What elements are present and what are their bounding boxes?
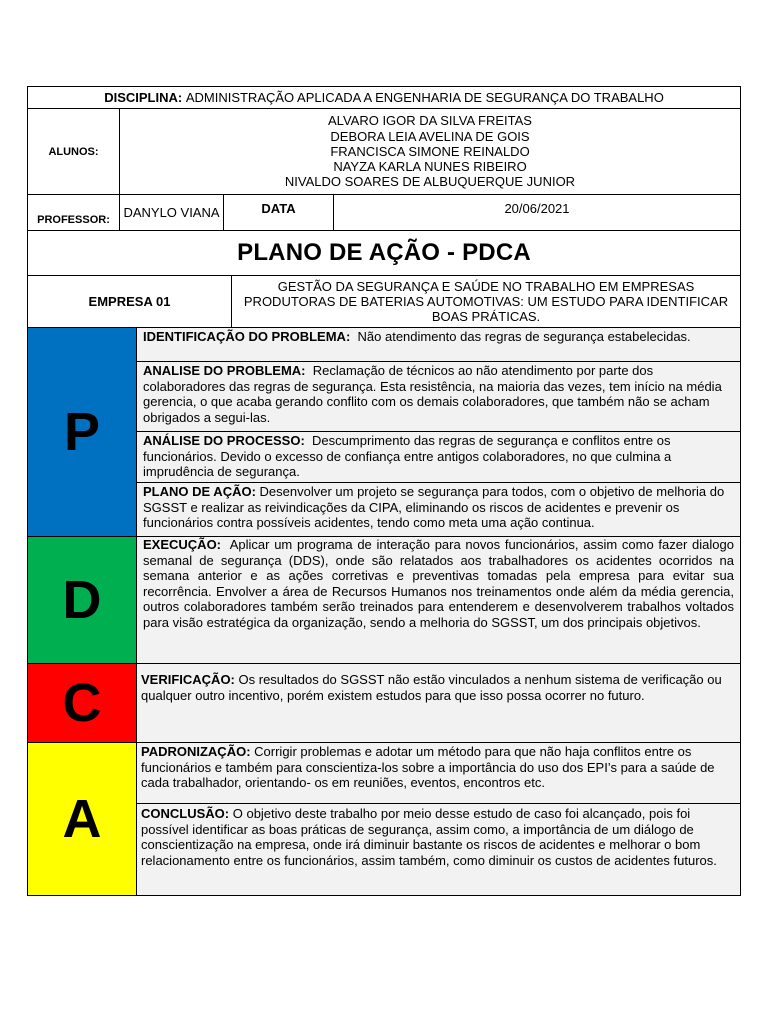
plano-de-acao <box>137 483 740 536</box>
phase-check-content <box>137 664 740 742</box>
section-text: Os resultados do SGSST não estão vinculados a nenhum sistema de verificação ou qualquer outro incentivo, porém existem estudos para que isso possa ocorrer no futuro. <box>141 672 722 703</box>
phase-letter-d: D <box>28 537 137 663</box>
section-label: CONCLUSÃO: <box>141 806 230 821</box>
alunos-label: ALUNOS: <box>48 145 99 158</box>
phase-act-content <box>137 743 740 895</box>
empresa-row <box>27 276 741 328</box>
phase-letter-c: C <box>28 664 137 742</box>
verificacao <box>137 664 740 742</box>
phase-letter-p: P <box>28 328 137 536</box>
section-text: Aplicar um programa de interação para novos funcionários, assim como fazer dialogo semanal de segurança (DDS), onde são relatados aos trabalhadores os acidentes ocorridos na semana anterior e as ações corretivas e preventivas tomadas pela empresa para evitar sua recorrência. Envolver a área de Recursos Humanos nos treinamentos onde além da média gerencia, outros colaboradores também serão treinados para entenderem e desenvolverem trabalhos voltados para visão estratégica da organização, sendo a melhoria do SGSST, um dos principais objetivos. <box>143 537 734 630</box>
aluno-name: NAYZA KARLA NUNES RIBEIRO <box>333 159 527 175</box>
section-text: Corrigir problemas e adotar um método para que não haja conflitos entre os funcionários e também para conscientiza-los sobre a importância do uso dos EPI’s para a saúde de cada trabalhador, orientando- os em reuniões, eventos, encontros etc. <box>141 744 715 791</box>
phase-act <box>27 743 741 896</box>
section-label: ANALISE DO PROBLEMA: <box>143 363 306 378</box>
section-label: VERIFICAÇÃO: <box>141 672 235 687</box>
identificacao-problema <box>137 328 740 362</box>
disciplina-label: DISCIPLINA: <box>104 90 183 105</box>
disciplina-value: ADMINISTRAÇÃO APLICADA A ENGENHARIA DE SEGURANÇA DO TRABALHO <box>185 90 664 105</box>
section-label: PLANO DE AÇÃO: <box>143 484 256 499</box>
professor-name: DANYLO VIANA <box>119 195 223 230</box>
aluno-name: ALVARO IGOR DA SILVA FREITAS <box>328 113 532 129</box>
phase-do-content <box>137 537 740 663</box>
section-text: Desenvolver um projeto se segurança para todos, com o objetivo de melhoria do SGSST e realizar as reivindicações da CIPA, eliminando os riscos de acidentes e prevenir os funcionários contra possíveis acidentes, tendo como meta uma ação continua. <box>143 484 725 531</box>
phase-do <box>27 537 741 664</box>
section-label: IDENTIFICAÇÃO DO PROBLEMA: <box>143 329 351 344</box>
section-text: Descumprimento das regras de segurança e conflitos entre os funcionários. Devido o excesso de confiança entre antigos colaboradores, no que culmina a imprudência de segurança. <box>143 433 672 480</box>
section-label: EXECUÇÃO: <box>143 537 222 552</box>
empresa-description: GESTÃO DA SEGURANÇA E SAÚDE NO TRABALHO EM EMPRESAS PRODUTORAS DE BATERIAS AUTOMOTIVAS: UM ESTUDO PARA IDENTIFICAR BOAS PRÁTICAS. <box>231 276 740 327</box>
execucao <box>137 537 740 663</box>
aluno-name: FRANCISCA SIMONE REINALDO <box>330 143 530 159</box>
phase-letter-a: A <box>28 743 137 895</box>
section-text: Não atendimento das regras de segurança estabelecidas. <box>357 329 691 344</box>
aluno-name: DEBORA LEIA AVELINA DE GOIS <box>330 128 530 144</box>
section-label: ANÁLISE DO PROCESSO: <box>143 433 305 448</box>
section-text: Reclamação de técnicos ao não atendimento por parte dos colaboradores das regras de segurança. Esta resistência, na maioria das vezes, tem início na média gerencia, o que acaba gerando conflito com os demais colaboradores, que também não se acham obrigados a segui-las. <box>143 363 722 425</box>
analise-processo <box>137 432 740 483</box>
professor-label: PROFESSOR: <box>37 214 110 226</box>
phase-plan-content <box>137 328 740 536</box>
alunos-list <box>119 109 740 194</box>
alunos-row <box>27 109 741 195</box>
data-value: 20/06/2021 <box>333 195 740 230</box>
phase-check <box>27 664 741 743</box>
data-label: DATA <box>223 195 333 230</box>
padronizacao <box>137 743 740 804</box>
section-label: PADRONIZAÇÃO: <box>141 744 251 759</box>
aluno-name: NIVALDO SOARES DE ALBUQUERQUE JUNIOR <box>284 174 576 190</box>
section-text: O objetivo deste trabalho por meio desse estudo de caso foi alcançado, pois foi possível identificar as boas práticas de segurança, assim como, a importância de um diálogo de conscientização na empresa, onde irá diminuir bastante os riscos de acidentes e melhorar o bom relacionamento entre os funcionários, assim também, como diminuir os custos de acidentes futuros. <box>141 806 717 868</box>
pdca-document <box>27 86 741 896</box>
page-title: PLANO DE AÇÃO - PDCA <box>27 231 741 276</box>
conclusao <box>137 804 740 895</box>
empresa-label: EMPRESA 01 <box>88 294 171 309</box>
disciplina-row <box>27 86 741 109</box>
professor-row <box>27 195 741 231</box>
analise-problema <box>137 362 740 432</box>
phase-plan <box>27 328 741 537</box>
